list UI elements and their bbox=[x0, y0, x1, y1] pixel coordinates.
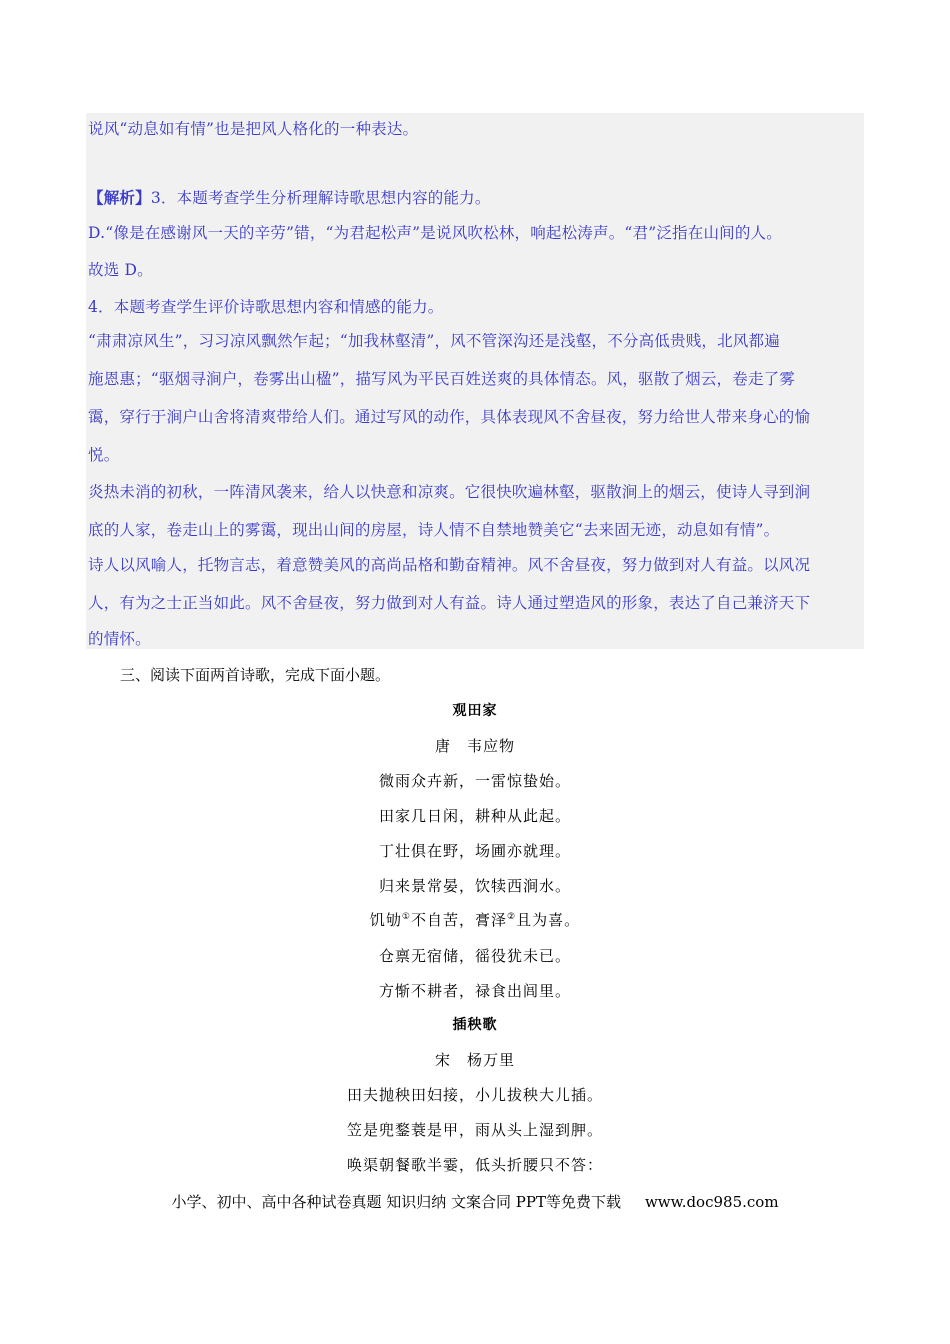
poem-line: 丁壮俱在野，场圃亦就理。 bbox=[378, 842, 571, 860]
poem-line: 仓禀无宿储，徭役犹未已。 bbox=[378, 947, 571, 965]
poem-line: 笠是兜鍪蓑是甲，雨从头上湿到胛。 bbox=[346, 1121, 603, 1139]
question-heading: 三、阅读下面两首诗歌，完成下面小题。 bbox=[120, 666, 391, 684]
answer-line: 人，有为之士正当如此。风不舍昼夜，努力做到对人有益。诗人通过塑造风的形象，表达了自己兼济天下 bbox=[88, 594, 811, 612]
answer-line-text: 3．本题考查学生分析理解诗歌思想内容的能力。 bbox=[150, 189, 491, 207]
poem-author: 唐 韦应物 bbox=[434, 737, 515, 755]
poem-text: 且为喜。 bbox=[516, 911, 581, 929]
answer-line: 4．本题考查学生评价诗歌思想内容和情感的能力。 bbox=[88, 298, 444, 316]
poem-author: 宋 杨万里 bbox=[434, 1051, 515, 1069]
poem-text: 不自苦，膏泽 bbox=[410, 911, 507, 929]
footnote-mark: ② bbox=[507, 912, 517, 922]
poem-line: 田夫抛秧田妇接，小儿拔秧大儿插。 bbox=[346, 1086, 603, 1104]
poem-title: 插秧歌 bbox=[452, 1017, 498, 1033]
answer-line: 霭，穿行于涧户山舍将清爽带给人们。通过写风的动作，具体表现风不舍昼夜，努力给世人带来身心的愉 bbox=[88, 408, 811, 426]
poem-text: 饥劬 bbox=[369, 911, 402, 929]
poem-line: 微雨众卉新，一雷惊蛰始。 bbox=[378, 772, 571, 790]
poem-line: 方惭不耕者，禄食出闾里。 bbox=[378, 982, 571, 1000]
answer-line: 故选 D。 bbox=[88, 261, 153, 279]
analysis-label: 【解析】 bbox=[88, 188, 151, 207]
page-footer bbox=[0, 1191, 950, 1212]
answer-line: 底的人家，卷走山上的雾霭，现出山间的房屋，诗人情不自禁地赞美它“去来固无迹，动息如有情”。 bbox=[88, 521, 780, 539]
poem-line: 田家几日闲，耕种从此起。 bbox=[378, 807, 571, 825]
answer-line: 悦。 bbox=[88, 446, 120, 464]
answer-line: 施恩惠；“驱烟寻涧户，卷雾出山楹”，描写风为平民百姓送爽的具体情态。风，驱散了烟云，卷走了雾 bbox=[88, 370, 796, 388]
answer-line: D.“像是在感谢风一天的辛劳”错，“为君起松声”是说风吹松林，响起松涛声。“君”泛指在山间的人。 bbox=[88, 224, 782, 242]
answer-line: 诗人以风喻人，托物言志，着意赞美风的高尚品格和勤奋精神。风不舍昼夜，努力做到对人有益。以风况 bbox=[88, 556, 811, 574]
poem-title: 观田家 bbox=[452, 703, 498, 719]
answer-line: 炎热未消的初秋，一阵清风袭来，给人以快意和凉爽。它很快吹遍林壑，驱散涧上的烟云，使诗人寻到涧 bbox=[88, 483, 811, 501]
answer-line: 的情怀。 bbox=[88, 630, 151, 648]
poem-line bbox=[0, 909, 950, 930]
answer-line: 说风“动息如有情”也是把风人格化的一种表达。 bbox=[88, 120, 419, 138]
poem-line: 唤渠朝餐歌半霎，低头折腰只不答： bbox=[346, 1156, 603, 1174]
footnote-mark: ① bbox=[401, 912, 411, 922]
footer-link[interactable]: www.doc985.com bbox=[644, 1193, 779, 1211]
poem-line: 归来景常晏，饮犊西涧水。 bbox=[378, 877, 571, 895]
answer-line: “肃肃凉风生”，习习凉风飘然乍起；“加我林壑清”，风不管深沟还是浅壑，不分高低贵贱，北风都遍 bbox=[88, 332, 780, 350]
footer-text: 小学、初中、高中各种试卷真题 知识归纳 文案合同 PPT等免费下载 bbox=[171, 1193, 621, 1211]
answer-line bbox=[88, 186, 864, 208]
